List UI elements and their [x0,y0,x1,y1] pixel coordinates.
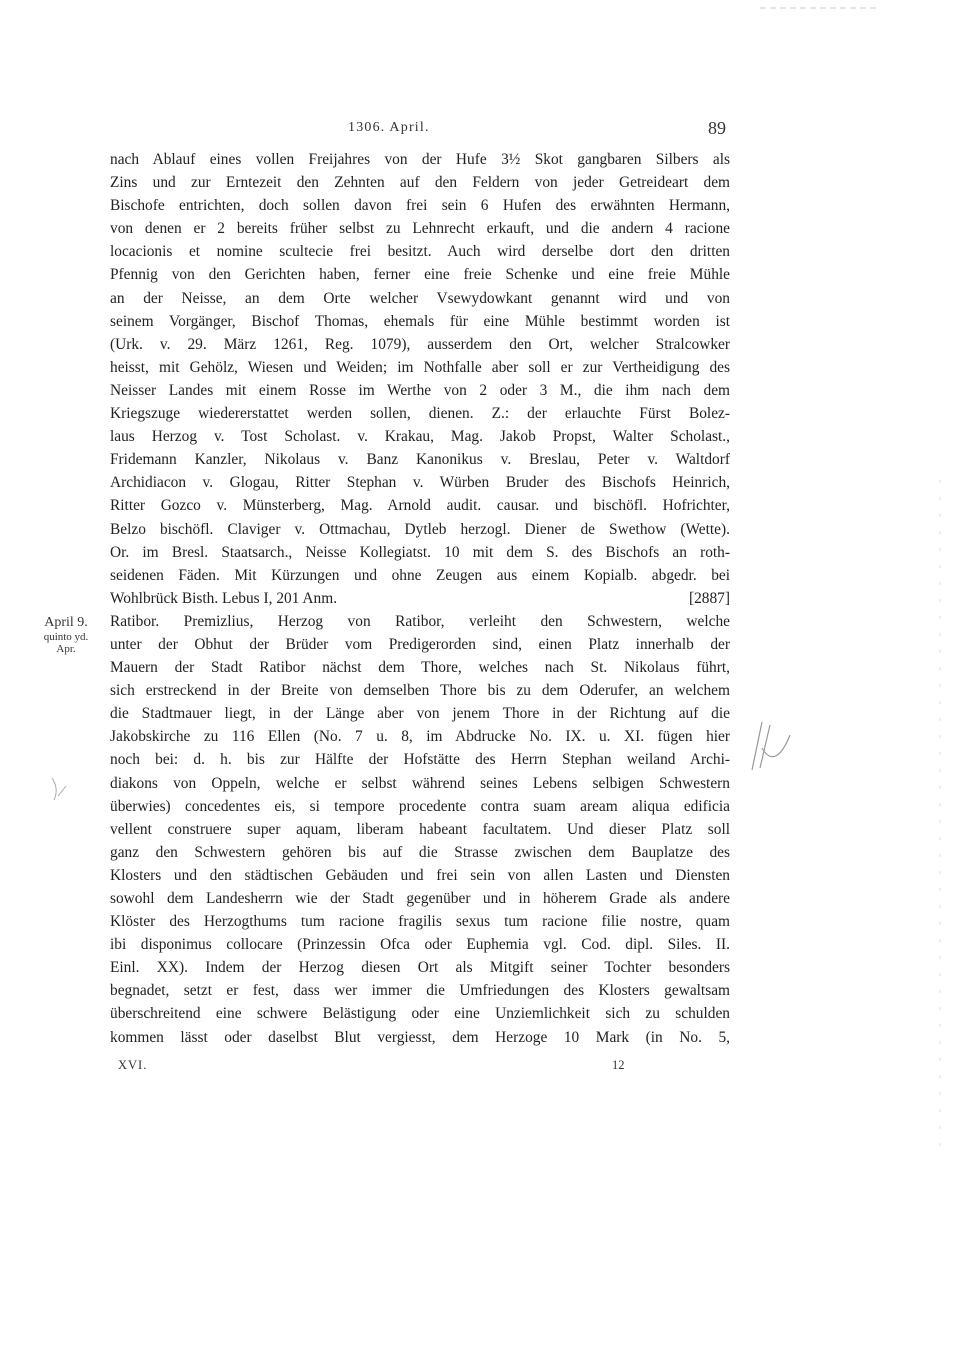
text-line: kommen lässt oder daselbst Blut vergiesst, dem Herzoge 10 Mark (in No. 5, [110,1028,730,1046]
text-line: Einl. XX). Indem der Herzog diesen Ort als Mitgift seiner Tochter besonders [110,959,730,977]
text-line: sowohl dem Landesherrn wie der Stadt gegenüber und in höherem Grade als andere [110,890,730,907]
text-line: Klosters und den städtischen Gebäuden und frei sein von allen Lasten und Diensten [110,866,730,884]
text-line: unter der Obhut der Brüder vom Predigerorden sind, einen Platz innerhalb der [110,635,730,653]
signature-mark: XVI. [118,1058,148,1072]
text-line: (Urk. v. 29. März 1261, Reg. 1079), ausserdem den Ort, welcher Stralcowker [110,335,730,353]
text-line: begnadet, setzt er fest, dass wer immer die Umfriedungen des Klosters gewaltsam [110,982,730,1000]
text-line: von denen er 2 bereits früher selbst zu Lehnrecht erkauft, und die andern 4 racione [110,220,730,238]
document-number: [2887] [688,589,730,607]
page-number: 89 [708,118,726,138]
text-line: Klöster des Herzogthums tum racione fragilis sexus tum racione filie nostre, quam [110,913,730,931]
text-line: seidenen Fäden. Mit Kürzungen und ohne Zeugen aus einem Kopialb. abgedr. bei [110,566,730,584]
text-line: laus Herzog v. Tost Scholast. v. Krakau, Mag. Jakob Propst, Walter Scholast., [110,428,730,446]
text-line: Pfennig von den Gerichten haben, ferner eine freie Schenke und eine freie Mühle [110,266,730,284]
text-line: Archidiacon v. Glogau, Ritter Stephan v. Würben Bruder des Bischofs Heinrich, [110,474,730,492]
text-line: Fridemann Kanzler, Nikolaus v. Banz Kanonikus v. Breslau, Peter v. Waltdorf [110,451,730,469]
text-line: Zins und zur Erntezeit den Zehnten auf den Feldern von jeder Getreideart dem [110,174,730,192]
running-head: 1306. April. [348,120,430,135]
text-line: ganz den Schwestern gehören bis auf die Strasse zwischen dem Bauplatze des [110,843,730,861]
text-line: Mauern der Stadt Ratibor nächst dem Thore, welches nach St. Nikolaus führt, [110,659,730,677]
text-line: Ritter Gozco v. Münsterberg, Mag. Arnold audit. causar. und bischöfl. Hofrichter, [110,497,730,515]
text-line: ibi disponimus collocare (Prinzessin Ofca oder Euphemia vgl. Cod. dipl. Siles. II. [110,936,730,954]
text-line: Or. im Bresl. Staatsarch., Neisse Kollegiatst. 10 mit dem S. des Bischofs an roth- [110,543,730,561]
body-text [110,148,730,1049]
text-line: Neisser Landes mit einem Rosse im Werthe von 2 oder 3 M., die ihm nach dem [110,381,730,399]
text-line: die Stadtmauer liegt, in der Länge aber von jenem Thore in der Richtung auf die [110,705,730,723]
text-line: überwies) concedentes eis, si tempore procedente contra suam aream aliqua edificia [110,797,730,815]
text-line: Jakobskirche zu 116 Ellen (No. 7 u. 8, im Abdrucke No. IX. u. XI. fügen hier [110,728,730,746]
text-line: Wohlbrück Bisth. Lebus I, 201 Anm. [110,589,338,607]
text-line: sich erstreckend in der Breite von demselben Thore bis zu dem Oderufer, an welchem [110,682,730,700]
margin-date-latin-1: quinto yd. [43,631,89,643]
text-line: Ratibor. Premizlius, Herzog von Ratibor, verleiht den Schwestern, welche [110,612,730,630]
pencil-mark-left [52,778,66,800]
text-line: überschreitend eine schwere Belästigung oder eine Unziemlichkeit sich zu schulden [110,1005,730,1023]
text-line: locacionis et nomine scultecie frei besitzt. Auch wird derselbe dort den dritten [110,243,730,261]
text-line: diakons von Oppeln, welche er selbst während seines Lebens selbigen Schwestern [110,774,730,792]
text-line: noch bei: d. h. bis zur Hälfte der Hofstätte des Herrn Stephan weiland Archi- [110,751,730,769]
text-line: vellent construere super aquam, liberam habeant facultatem. Und dieser Platz soll [110,820,730,838]
page-header [0,118,960,142]
text-line: Belzo bischöfl. Claviger v. Ottmachau, Dytleb herzogl. Diener de Swethow (Wette). [110,520,730,538]
margin-date: April 9. [44,615,88,630]
text-line: an der Neisse, an dem Orte welcher Vsewydowkant genannt wird und von [110,289,730,307]
pencil-mark-right [752,722,790,770]
sheet-number: 12 [612,1058,625,1072]
margin-date-latin-2: Apr. [56,643,76,655]
margin-date-note [34,614,98,655]
text-line: Bischofe entrichten, doch sollen davon frei sein 6 Hufen des erwähnten Hermann, [110,197,730,215]
text-line: nach Ablauf eines vollen Freijahres von der Hufe 3½ Skot gangbaren Silbers als [110,151,730,168]
text-line: Kriegszuge wiedererstattet werden sollen, dienen. Z.: der erlauchte Fürst Bolez- [110,405,730,423]
text-line-with-doc-number [110,587,730,610]
text-line: seinem Vorgänger, Bischof Thomas, ehemals für eine Mühle bestimmt worden ist [110,312,730,330]
text-line: heisst, mit Gehölz, Wiesen und Weiden; im Nothfalle aber soll er zur Vertheidigung des [110,358,730,376]
